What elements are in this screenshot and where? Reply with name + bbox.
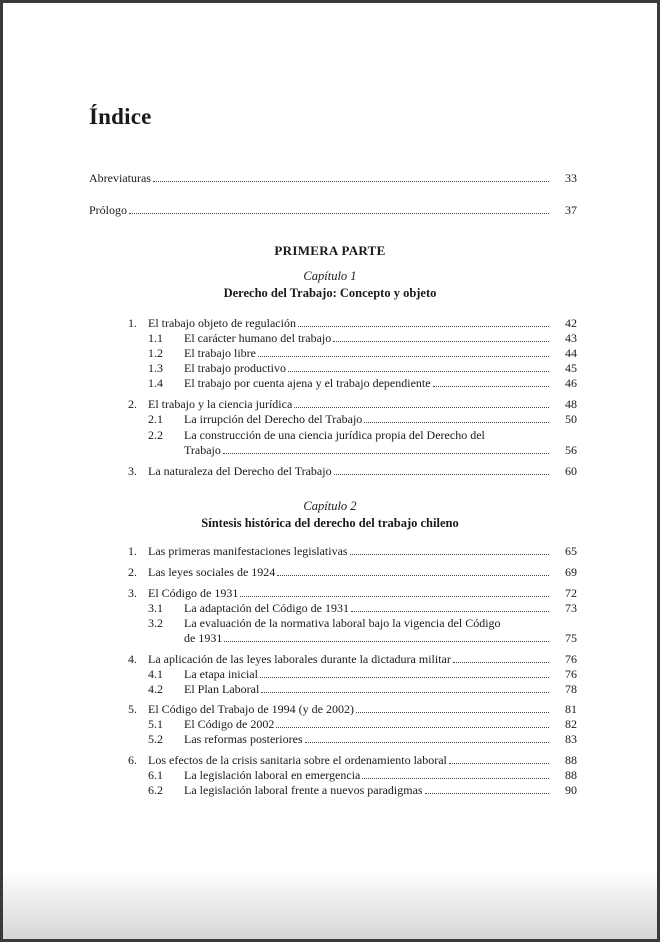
toc-entry[interactable] <box>184 631 577 645</box>
toc-entry[interactable] <box>148 412 577 426</box>
toc-entry[interactable] <box>148 732 577 746</box>
toc-entry-text: El trabajo y la ciencia jurídica <box>148 397 293 411</box>
toc-entry[interactable] <box>148 376 577 390</box>
page-bottom-shadow <box>3 869 657 939</box>
toc-leader-dots <box>298 326 549 327</box>
toc-leader-dots <box>334 474 549 475</box>
toc-entry-text: Las leyes sociales de 1924 <box>148 565 276 579</box>
toc-entry-number: 5.1 <box>148 717 163 731</box>
toc-entry-number: 1.4 <box>148 376 163 390</box>
toc-entry[interactable] <box>128 544 577 558</box>
toc-entry-number: 4.2 <box>148 682 163 696</box>
toc-leader-dots <box>449 763 549 764</box>
toc-entry-number: 1. <box>128 544 137 558</box>
toc-entry-page: 33 <box>565 171 577 185</box>
toc-leader-dots <box>351 611 549 612</box>
toc-entry-number: 3. <box>128 586 137 600</box>
toc-entry[interactable] <box>128 702 577 716</box>
toc-entry-page: 75 <box>565 631 577 645</box>
toc-entry[interactable] <box>148 601 577 615</box>
toc-leader-dots <box>258 356 549 357</box>
toc-leader-dots <box>453 662 549 663</box>
toc-entry-page: 60 <box>565 464 577 478</box>
toc-entry[interactable] <box>184 443 577 457</box>
toc-leader-dots <box>260 677 549 678</box>
chapter-title: Derecho del Trabajo: Concepto y objeto <box>223 286 437 300</box>
toc-entry-page: 82 <box>565 717 577 731</box>
toc-entry-page: 88 <box>565 753 577 767</box>
toc-leader-dots <box>333 341 549 342</box>
toc-entry[interactable] <box>148 346 577 360</box>
toc-leader-dots <box>305 742 549 743</box>
document-page <box>3 3 657 939</box>
toc-entry[interactable] <box>148 768 577 782</box>
toc-entry-page: 42 <box>565 316 577 330</box>
toc-entry-text: El trabajo libre <box>184 346 256 360</box>
toc-entry-page: 43 <box>565 331 577 345</box>
toc-entry[interactable] <box>148 331 577 345</box>
toc-entry-text: El trabajo productivo <box>184 361 286 375</box>
toc-entry-text: La irrupción del Derecho del Trabajo <box>184 412 363 426</box>
toc-entry-abreviaturas[interactable] <box>89 171 577 185</box>
part-title: PRIMERA PARTE <box>274 243 386 258</box>
toc-entry-text: Las reformas posteriores <box>184 732 303 746</box>
toc-entry[interactable] <box>128 464 577 478</box>
toc-leader-dots <box>433 386 549 387</box>
toc-entry-number: 5.2 <box>148 732 163 746</box>
chapter-title: Síntesis histórica del derecho del trabajo chileno <box>201 516 459 530</box>
toc-entry-text: La etapa inicial <box>184 667 258 681</box>
toc-entry-text: El Código de 1931 <box>148 586 239 600</box>
toc-entry-number: 2. <box>128 397 137 411</box>
toc-entry-page: 48 <box>565 397 577 411</box>
toc-entry-text: El Código de 2002 <box>184 717 275 731</box>
toc-entry-page: 76 <box>565 652 577 666</box>
toc-entry-number: 6.1 <box>148 768 163 782</box>
toc-entry-text: El Código del Trabajo de 1994 (y de 2002) <box>148 702 354 716</box>
toc-entry[interactable] <box>148 682 577 696</box>
toc-entry-page: 81 <box>565 702 577 716</box>
chapter-label: Capítulo 2 <box>303 499 357 513</box>
toc-entry-text-line1: La evaluación de la normativa laboral bajo la vigencia del Código <box>184 616 501 630</box>
toc-entry-text: Las primeras manifestaciones legislativas <box>148 544 348 558</box>
toc-entry-number: 4. <box>128 652 137 666</box>
toc-entry-text: Prólogo <box>89 203 128 217</box>
toc-entry[interactable] <box>128 565 577 579</box>
toc-entry-page: 76 <box>565 667 577 681</box>
toc-leader-dots <box>294 407 549 408</box>
toc-entry-text: El carácter humano del trabajo <box>184 331 332 345</box>
toc-leader-dots <box>277 575 549 576</box>
toc-entry[interactable] <box>148 783 577 797</box>
toc-leader-dots <box>240 596 549 597</box>
toc-leader-dots <box>153 181 549 182</box>
toc-entry-number: 4.1 <box>148 667 163 681</box>
toc-entry[interactable] <box>148 361 577 375</box>
toc-entry-page: 73 <box>565 601 577 615</box>
toc-leader-dots <box>276 727 549 728</box>
toc-entry-text: Los efectos de la crisis sanitaria sobre el ordenamiento laboral <box>148 753 447 767</box>
toc-entry-number: 1.2 <box>148 346 163 360</box>
toc-entry-text: La aplicación de las leyes laborales durante la dictadura militar <box>148 652 451 666</box>
toc-entry-page: 90 <box>565 783 577 797</box>
toc-entry[interactable] <box>128 652 577 666</box>
toc-entry-number: 2. <box>128 565 137 579</box>
toc-entry-first-line[interactable] <box>148 616 501 630</box>
toc-entry-page: 50 <box>565 412 577 426</box>
toc-entry-number: 1.1 <box>148 331 163 345</box>
toc-entry-text: El Plan Laboral <box>184 682 260 696</box>
toc-entry[interactable] <box>128 316 577 330</box>
toc-entry-page: 45 <box>565 361 577 375</box>
toc-entry-page: 46 <box>565 376 577 390</box>
toc-entry-number: 1.3 <box>148 361 163 375</box>
toc-entry-number: 1. <box>128 316 137 330</box>
toc-leader-dots <box>224 641 549 642</box>
toc-entry-prologo[interactable] <box>89 203 577 217</box>
toc-leader-dots <box>129 213 549 214</box>
toc-entry-number: 3. <box>128 464 137 478</box>
page-title: Índice <box>89 104 152 129</box>
toc-leader-dots <box>356 712 549 713</box>
toc-entry-page: 44 <box>565 346 577 360</box>
chapter-label: Capítulo 1 <box>303 269 357 283</box>
toc-entry-text: La naturaleza del Derecho del Trabajo <box>148 464 332 478</box>
toc-entry-first-line[interactable] <box>148 428 485 442</box>
toc-entry-text: El trabajo por cuenta ajena y el trabajo dependiente <box>184 376 431 390</box>
toc-entry-number: 2.2 <box>148 428 163 442</box>
toc-leader-dots <box>350 554 549 555</box>
toc-entry-text: El trabajo objeto de regulación <box>148 316 296 330</box>
toc-entry[interactable] <box>128 397 577 411</box>
toc-entry-text: de 1931 <box>184 631 223 645</box>
toc-entry[interactable] <box>148 717 577 731</box>
toc-entry-text: Abreviaturas <box>89 171 151 185</box>
toc-entry-page: 78 <box>565 682 577 696</box>
toc-entry-page: 65 <box>565 544 577 558</box>
toc-entry-text-line1: La construcción de una ciencia jurídica propia del Derecho del <box>184 428 485 442</box>
toc-entry-page: 56 <box>565 443 577 457</box>
toc-leader-dots <box>288 371 549 372</box>
toc-entry-text: La legislación laboral frente a nuevos paradigmas <box>184 783 423 797</box>
toc-entry[interactable] <box>128 586 577 600</box>
toc-entry-number: 6. <box>128 753 137 767</box>
toc-entry-text: Trabajo <box>184 443 221 457</box>
toc-entry-page: 37 <box>565 203 577 217</box>
toc-entry-text: La adaptación del Código de 1931 <box>184 601 349 615</box>
toc-entry-number: 3.1 <box>148 601 163 615</box>
toc-entry-page: 88 <box>565 768 577 782</box>
toc-entry-number: 2.1 <box>148 412 163 426</box>
toc-leader-dots <box>362 778 549 779</box>
toc-entry-number: 6.2 <box>148 783 163 797</box>
toc-entry-text: La legislación laboral en emergencia <box>184 768 361 782</box>
toc-leader-dots <box>425 793 549 794</box>
toc-leader-dots <box>223 453 549 454</box>
toc-entry-page: 83 <box>565 732 577 746</box>
toc-entry-number: 5. <box>128 702 137 716</box>
toc-entry-page: 69 <box>565 565 577 579</box>
toc-leader-dots <box>261 692 549 693</box>
toc-leader-dots <box>364 422 549 423</box>
toc-entry-page: 72 <box>565 586 577 600</box>
toc-entry-number: 3.2 <box>148 616 163 630</box>
toc-entry[interactable] <box>128 753 577 767</box>
toc-entry[interactable] <box>148 667 577 681</box>
